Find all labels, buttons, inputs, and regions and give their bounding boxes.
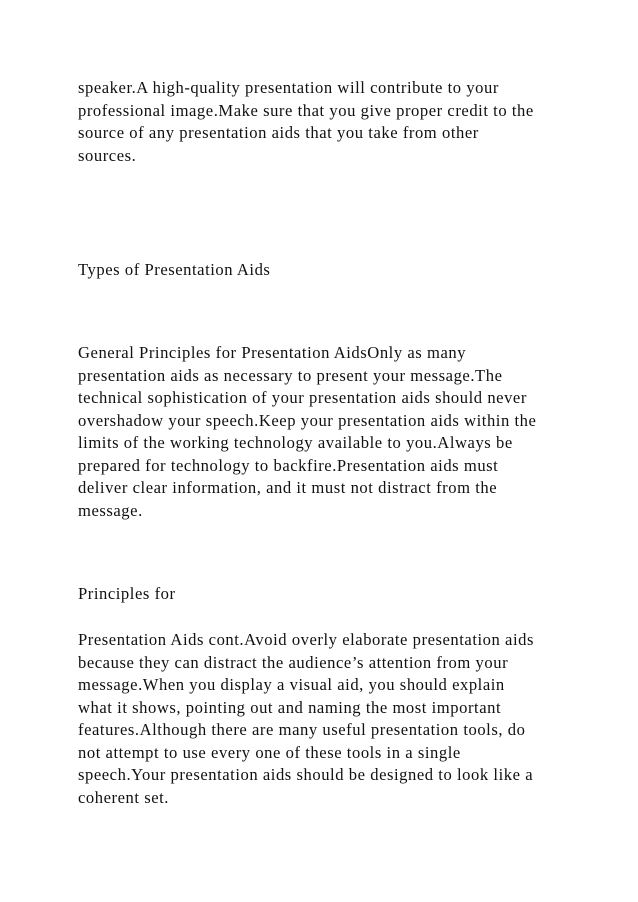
paragraph-3-line: what it shows, pointing out and naming the most important	[78, 698, 502, 717]
section-heading-types: Types of Presentation Aids	[78, 260, 271, 279]
paragraph-3-line: coherent set.	[78, 788, 170, 807]
paragraph-3-line: not attempt to use every one of these tools in a single	[78, 743, 461, 762]
paragraph-2-line: overshadow your speech.Keep your presentation aids within the	[78, 411, 537, 430]
paragraph-2-line: message.	[78, 501, 143, 520]
paragraph-2-line: General Principles for Presentation AidsOnly as many	[78, 343, 467, 362]
paragraph-1-line: professional image.Make sure that you give proper credit to the	[78, 101, 534, 120]
paragraph-3-line: Presentation Aids cont.Avoid overly elaborate presentation aids	[78, 630, 534, 649]
paragraph-3-line: speech.Your presentation aids should be designed to look like a	[78, 765, 534, 784]
paragraph-2-line: prepared for technology to backfire.Presentation aids must	[78, 456, 499, 475]
paragraph-2-line: limits of the working technology available to you.Always be	[78, 433, 513, 452]
paragraph-3-line: because they can distract the audience’s attention from your	[78, 653, 509, 672]
paragraph-3-line: features.Although there are many useful presentation tools, do	[78, 720, 526, 739]
paragraph-1-line: speaker.A high-quality presentation will contribute to your	[78, 78, 499, 97]
paragraph-2-line: technical sophistication of your presentation aids should never	[78, 388, 527, 407]
section-heading-principles: Principles for	[78, 584, 176, 603]
paragraph-3-line: message.When you display a visual aid, you should explain	[78, 675, 505, 694]
paragraph-1-line: sources.	[78, 146, 137, 165]
paragraph-1-line: source of any presentation aids that you take from other	[78, 123, 479, 142]
paragraph-2-line: deliver clear information, and it must not distract from the	[78, 478, 498, 497]
paragraph-2-line: presentation aids as necessary to present your message.The	[78, 366, 503, 385]
